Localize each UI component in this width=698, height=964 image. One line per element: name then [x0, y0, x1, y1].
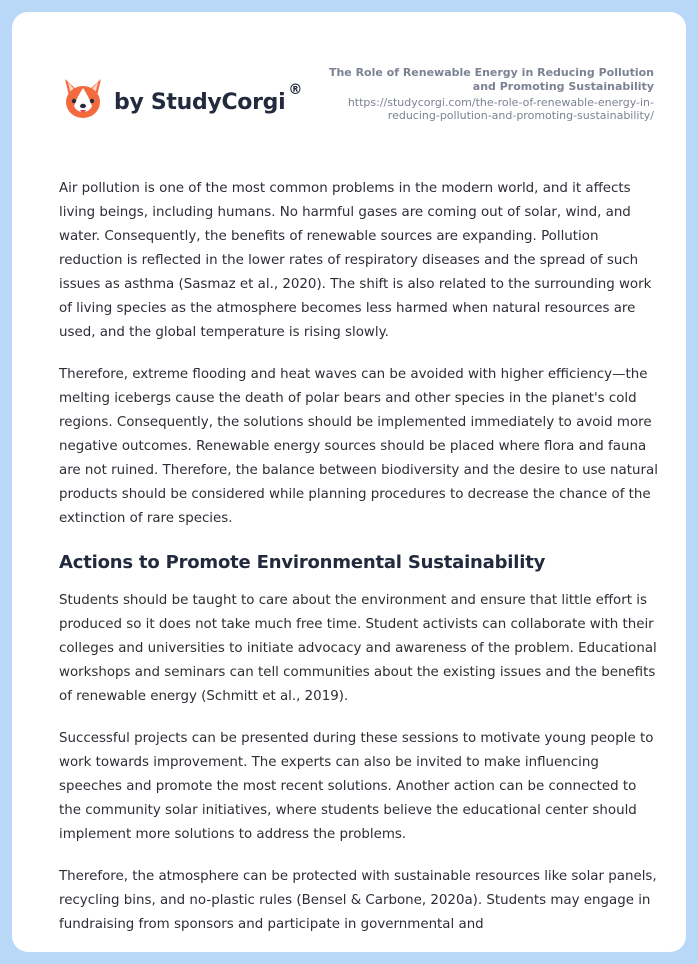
paragraph: Therefore, extreme flooding and heat waves can be avoided with higher efficiency—the melting icebergs cause the death of polar bears and other species in the planet's cold regions. Consequently, the solutions should be implemented immediately to avoid more negative outcomes. Renewable energy sources should be placed where flora and fauna are not ruined. Therefore, the balance between biodiversity and the desire to use natural products should be considered while planning procedures to decrease the chance of the extinction of rare species. [59, 367, 658, 526]
paragraph: Therefore, the atmosphere can be protected with sustainable resources like solar panels, recycling bins, and no-plastic rules (Bensel & Carbone, 2020a). Students may engage in fundraising from sponsors and participate in governmental and [59, 869, 657, 932]
registered-mark: ® [288, 82, 303, 98]
section-heading: Actions to Promote Environmental Sustainability [59, 552, 546, 573]
document-page [12, 12, 686, 952]
page-header [12, 12, 686, 152]
article-body [59, 177, 659, 952]
paragraph: Students should be taught to care about the environment and ensure that little effort is produced so it does not take much free time. Student activists can collaborate with their colleges and universities to initiate advocacy and awareness of the problem. Educational workshops and seminars can tell communities about the existing issues and the benefits of renewable energy (Schmitt et al., 2019). [59, 593, 657, 704]
corgi-icon [60, 76, 106, 122]
paragraph: Air pollution is one of the most common problems in the modern world, and it affects living beings, including humans. No harmful gases are coming out of solar, wind, and water. Consequently, the benefits of renewable sources are expanding. Pollution reduction is reflected in the lower rates of respiratory diseases and the spread of such issues as asthma (Sasmaz et al., 2020). The shift is also related to the surrounding work of living species as the atmosphere becomes less harmed when natural resources are used, and the global temperature is rising slowly. [59, 181, 652, 340]
studycorgi-logo[interactable] [60, 76, 302, 122]
brand-name: by StudyCorgi [114, 89, 286, 115]
document-meta [314, 66, 654, 122]
document-url[interactable]: https://studycorgi.com/the-role-of-renewable-energy-in-reducing-pollution-and-promoting-sustainability/ [347, 96, 654, 122]
document-title: The Role of Renewable Energy in Reducing Pollution and Promoting Sustainability [328, 66, 654, 93]
paragraph: Successful projects can be presented during these sessions to motivate young people to work towards improvement. The experts can also be invited to make influencing speeches and promote the most recent solutions. Another action can be connected to the community solar initiatives, where students believe the educational center should implement more solutions to address the problems. [59, 731, 654, 842]
